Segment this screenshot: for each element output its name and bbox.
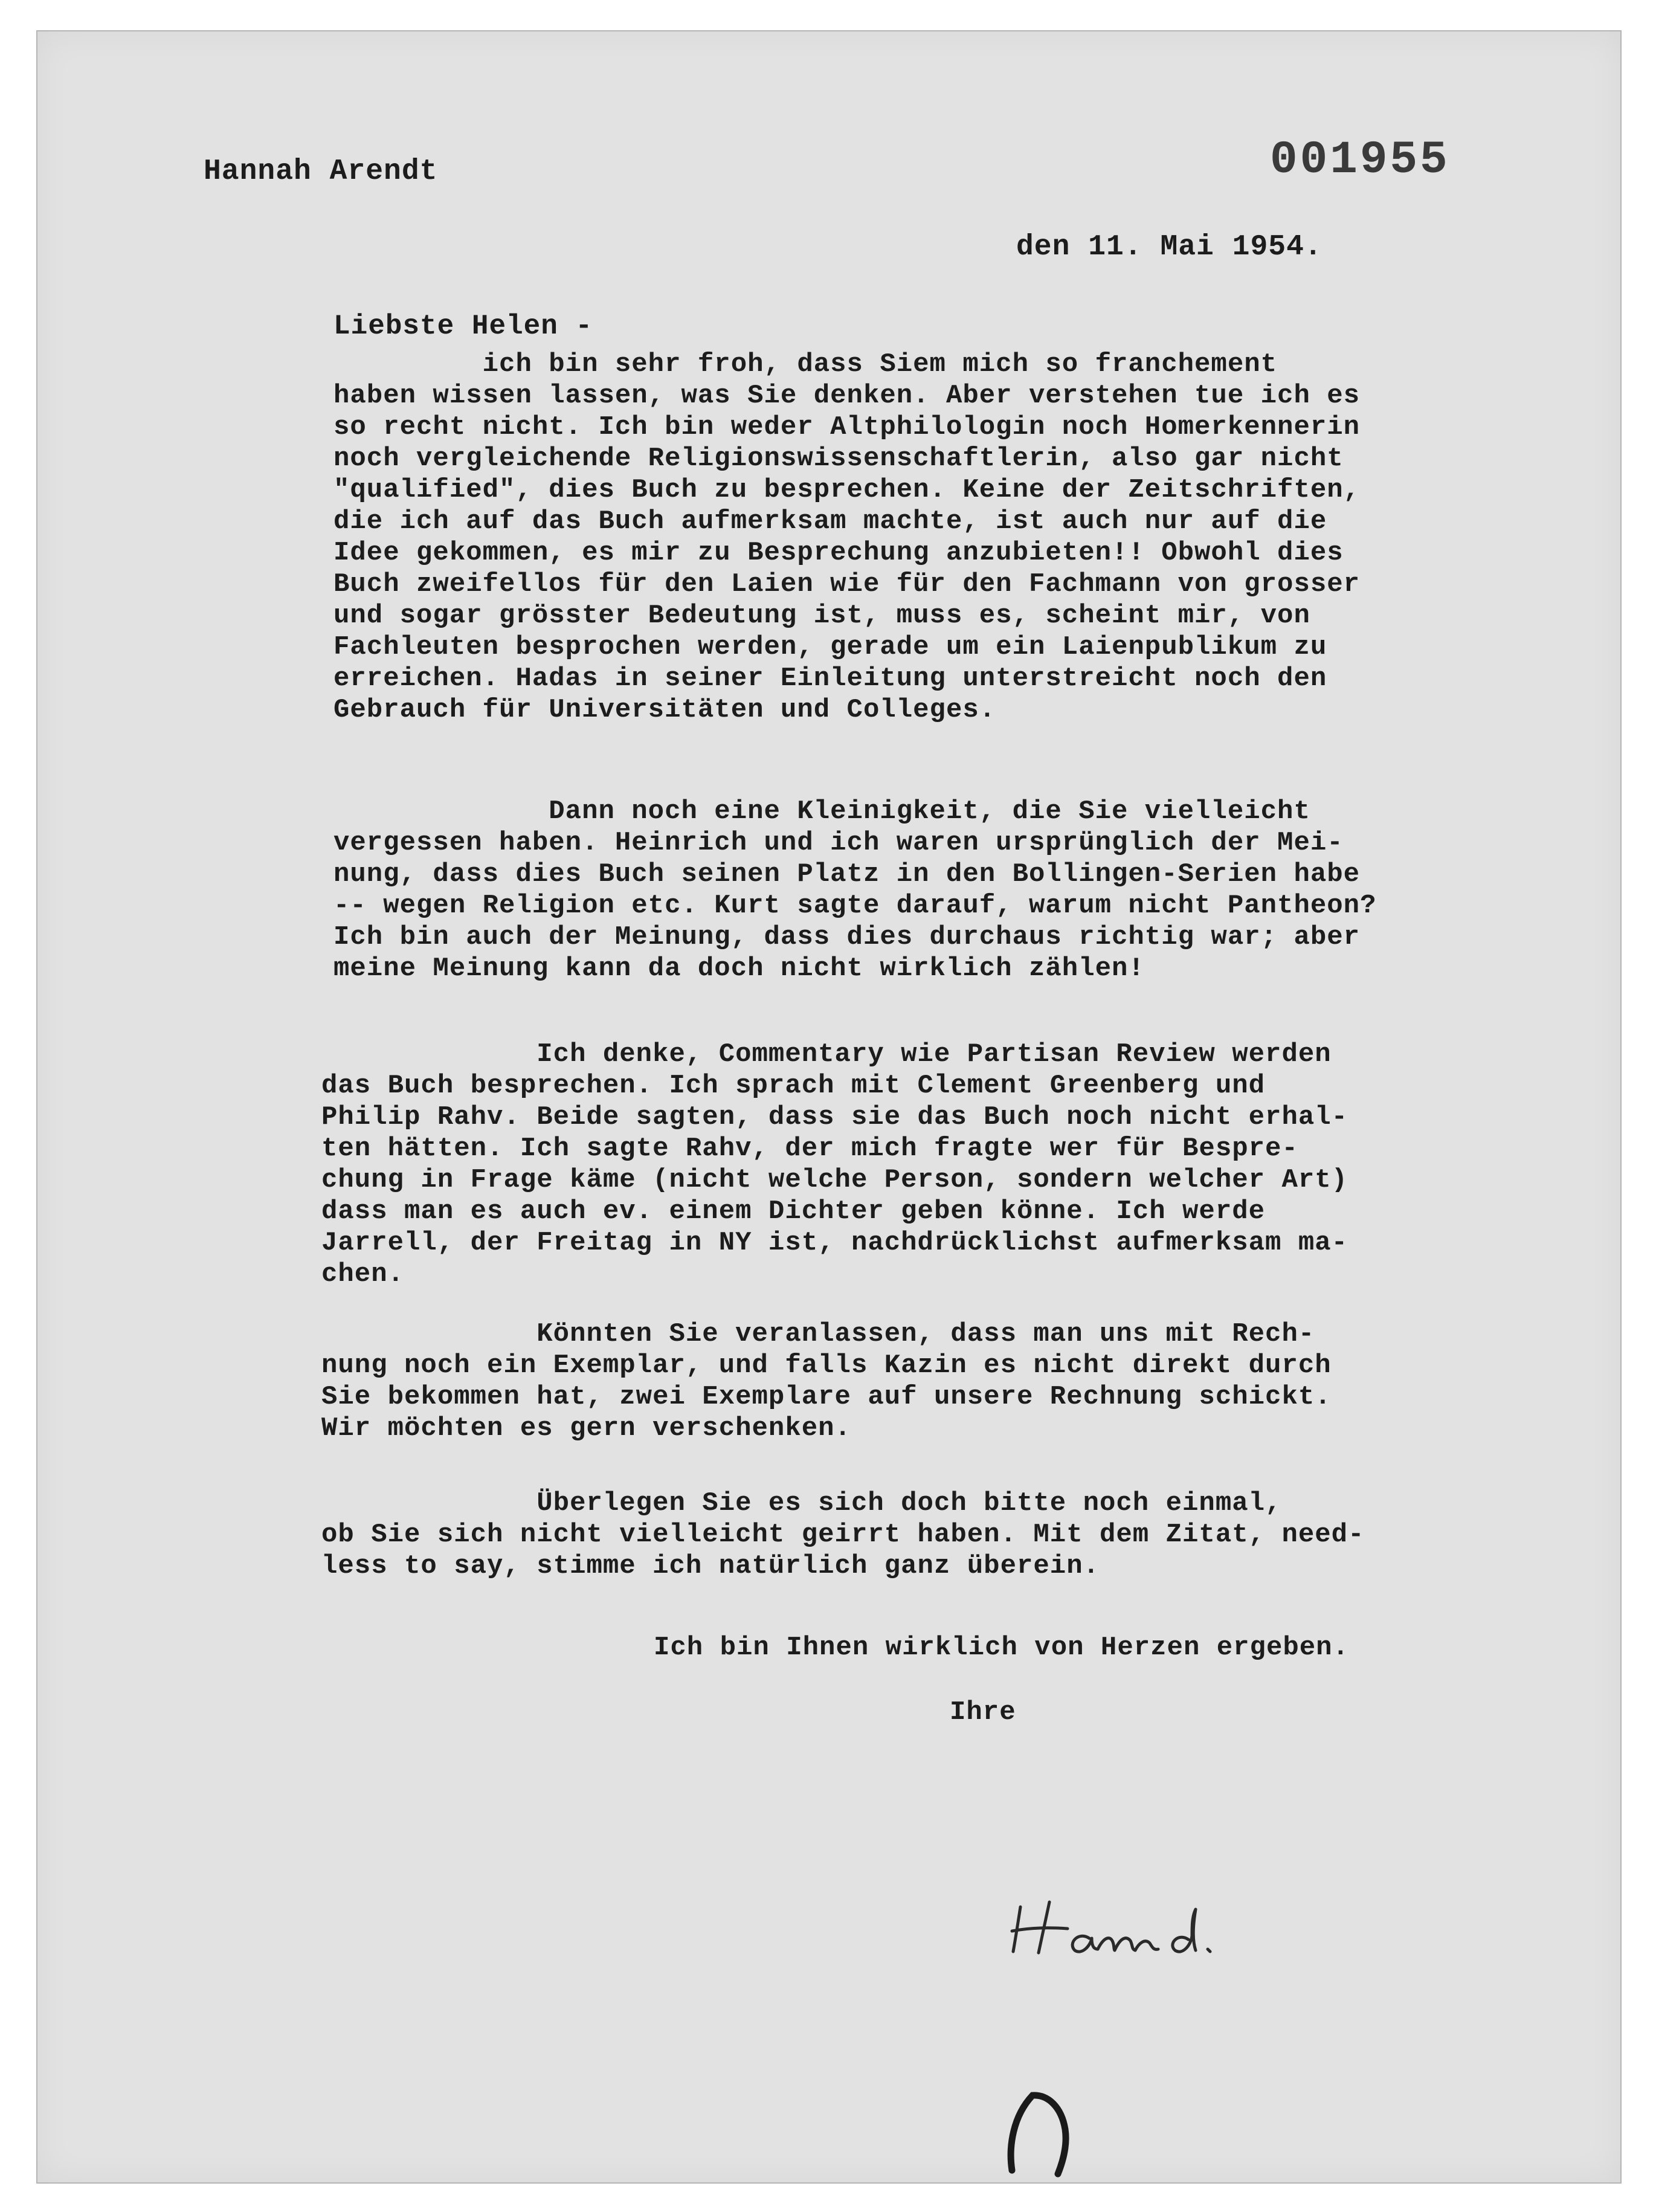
document-number: 001955 xyxy=(1270,134,1450,186)
sender-name: Hannah Arendt xyxy=(204,155,438,188)
paragraph-1: ich bin sehr froh, dass Siem mich so franchement haben wissen lassen, was Sie denken. Aber verstehen tue ich es so recht nicht. Ich bin weder Altphilologin noch Homerkennerin noch vergleichende Religionswissenschaftlerin, also gar nicht "qualified", dies Buch zu besprechen. Keine der Zeitschriften, die ich auf das Buch aufmerksam machte, ist auch nur auf die Idee gekommen, es mir zu Besprechung anzubieten!! Obwohl dies Buch zweifellos für den Laien wie für den Fachmann von grosser und sogar grösster Bedeutung ist, muss es, scheint mir, von Fachleuten besprochen werden, gerade um ein Laienpublikum zu erreichen. Hadas in seiner Einleitung unterstreicht noch den Gebrauch für Universitäten und Colleges. xyxy=(333,349,1361,725)
paragraph-4: Könnten Sie veranlassen, dass man uns mit Rech- nung noch ein Exemplar, und falls Kazin es nicht direkt durch Sie bekommen hat, zwei Exemplare auf unsere Rechnung schickt. Wir möchten es gern verschenken. xyxy=(321,1319,1332,1443)
paragraph-2: Dann noch eine Kleinigkeit, die Sie vielleicht vergessen haben. Heinrich und ich waren ursprünglich der Mei- nung, dass dies Buch seinen Platz in den Bollingen-Serien habe -- wegen Religion etc. Kurt sagte darauf, warum nicht Pantheon? Ich bin auch der Meinung, dass dies durchaus richtig war; aber meine Meinung kann da doch nicht wirklich zählen! xyxy=(333,796,1377,984)
valediction: Ihre xyxy=(950,1697,1016,1727)
handwritten-mark xyxy=(995,2080,1086,2182)
handwritten-signature xyxy=(1007,1880,1249,1971)
salutation: Liebste Helen - xyxy=(333,311,593,342)
closing-line: Ich bin Ihnen wirklich von Herzen ergeben. xyxy=(654,1633,1349,1663)
paragraph-3: Ich denke, Commentary wie Partisan Review werden das Buch besprechen. Ich sprach mit Clement Greenberg und Philip Rahv. Beide sagten, dass sie das Buch noch nicht erhal- ten hätten. Ich sagte Rahv, der mich fragte wer für Bespre- chung in Frage käme (nicht welche Person, sondern welcher Art) dass man es auch ev. einem Dichter geben könne. Ich werde Jarrell, der Freitag in NY ist, nachdrücklichst aufmerksam ma- chen. xyxy=(321,1039,1348,1289)
letter-page xyxy=(36,30,1622,2184)
paragraph-5: Überlegen Sie es sich doch bitte noch einmal, ob Sie sich nicht vielleicht geirrt haben. Mit dem Zitat, need- less to say, stimme ich natürlich ganz überein. xyxy=(321,1488,1365,1581)
letter-date: den 11. Mai 1954. xyxy=(1016,231,1323,263)
